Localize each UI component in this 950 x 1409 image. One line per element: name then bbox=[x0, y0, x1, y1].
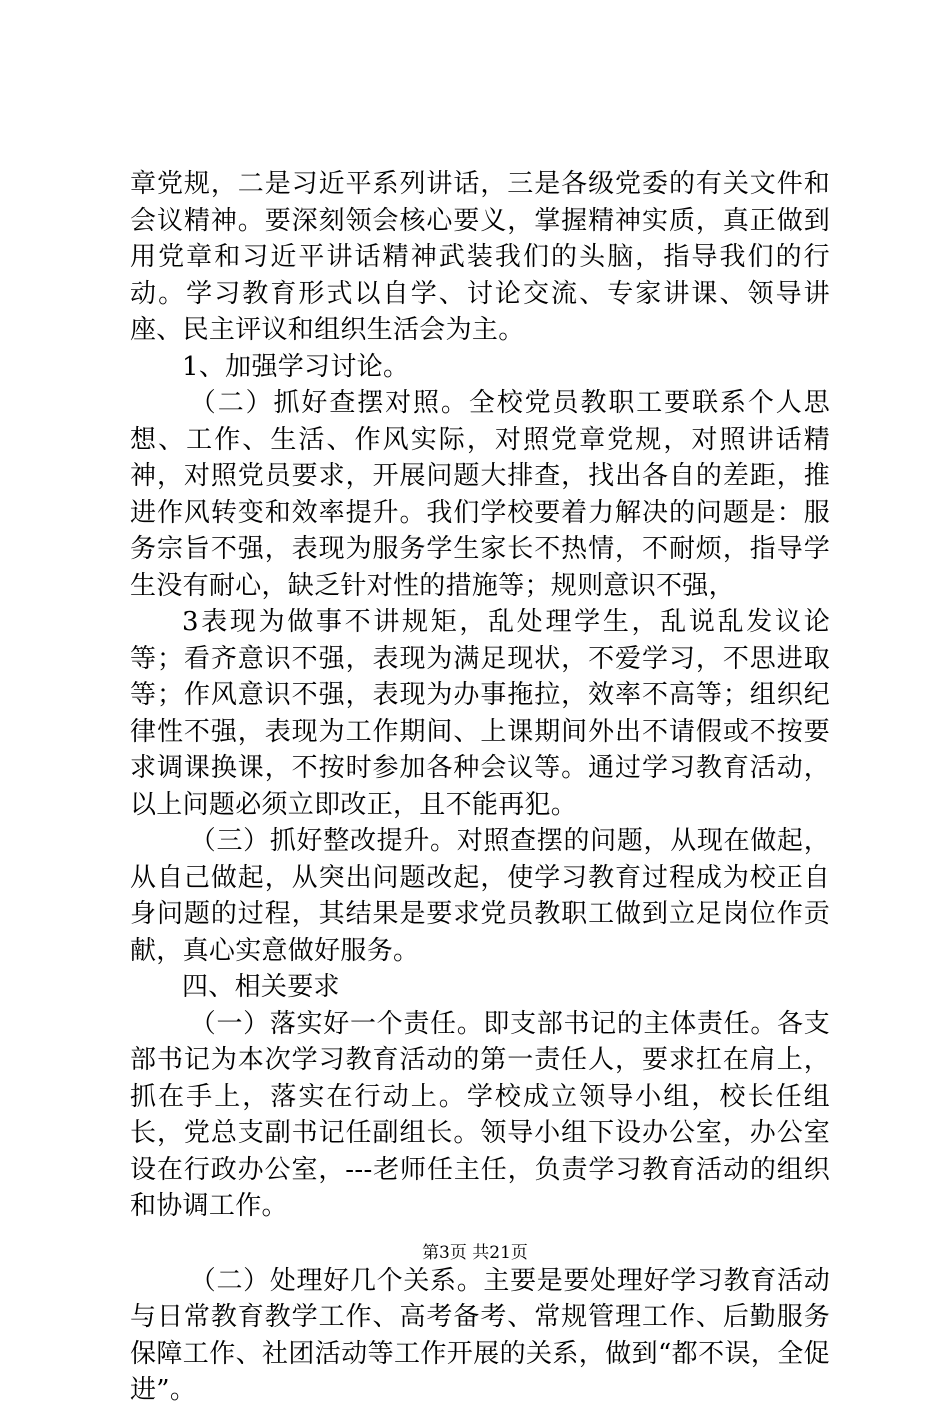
paragraph-relationships: （二）处理好几个关系。主要是要处理好学习教育活动与日常教育教学工作、高考备考、常规管理工作、后勤服务保障工作、社团活动等工作开展的关系，做到“都不误，全促进”。 bbox=[130, 1265, 830, 1405]
paragraph-rectification: （三）抓好整改提升。对照查摆的问题，从现在做起，从自己做起，从突出问题改起，使学习教育过程成为校正自身问题的过程，其结果是要求党员教职工做到立足岗位作贡献，真心实意做好服务。 bbox=[130, 826, 830, 966]
paragraph-problem-list: 3表现为做事不讲规矩，乱处理学生，乱说乱发议论等；看齐意识不强，表现为满足现状，不爱学习，不思进取等；作风意识不强，表现为办事拖拉，效率不高等；组织纪律性不强，表现为工作期间、上课期间外出不请假或不按要求调课换课，不按时参加各种会议等。通过学习教育活动，以上问题必须立即改正，且不能再犯。 bbox=[130, 607, 830, 820]
section-heading-requirements: 四、相关要求 bbox=[182, 972, 340, 1002]
page-number-footer: 第3页 共21页 bbox=[422, 1243, 528, 1263]
document-body bbox=[130, 166, 830, 1409]
paragraph-strengthen-study: 1、加强学习讨论。 bbox=[182, 351, 410, 382]
paragraph-responsibility: （一）落实好一个责任。即支部书记的主体责任。各支部书记为本次学习教育活动的第一责任人，要求扛在肩上，抓在手上，落实在行动上。学校成立领导小组，校长任组长，党总支副书记任副组长。领导小组下设办公室，办公室设在行政办公室，---老师任主任，负责学习教育活动的组织和协调工作。 bbox=[130, 1008, 830, 1221]
paragraph-check-compare: （二）抓好查摆对照。全校党员教职工要联系个人思想、工作、生活、作风实际，对照党章党规，对照讲话精神，对照党员要求，开展问题大排查，找出各自的差距，推进作风转变和效率提升。我们学校要着力解决的问题是：服务宗旨不强，表现为服务学生家长不热情，不耐烦，指导学生没有耐心，缺乏针对性的措施等；规则意识不强， bbox=[130, 388, 830, 601]
paragraph-study-content: 章党规，二是习近平系列讲话，三是各级党委的有关文件和会议精神。要深刻领会核心要义，掌握精神实质，真正做到用党章和习近平讲话精神武装我们的头脑，指导我们的行动。学习教育形式以自学、讨论交流、专家讲课、领导讲座、民主评议和组织生活会为主。 bbox=[130, 169, 830, 345]
